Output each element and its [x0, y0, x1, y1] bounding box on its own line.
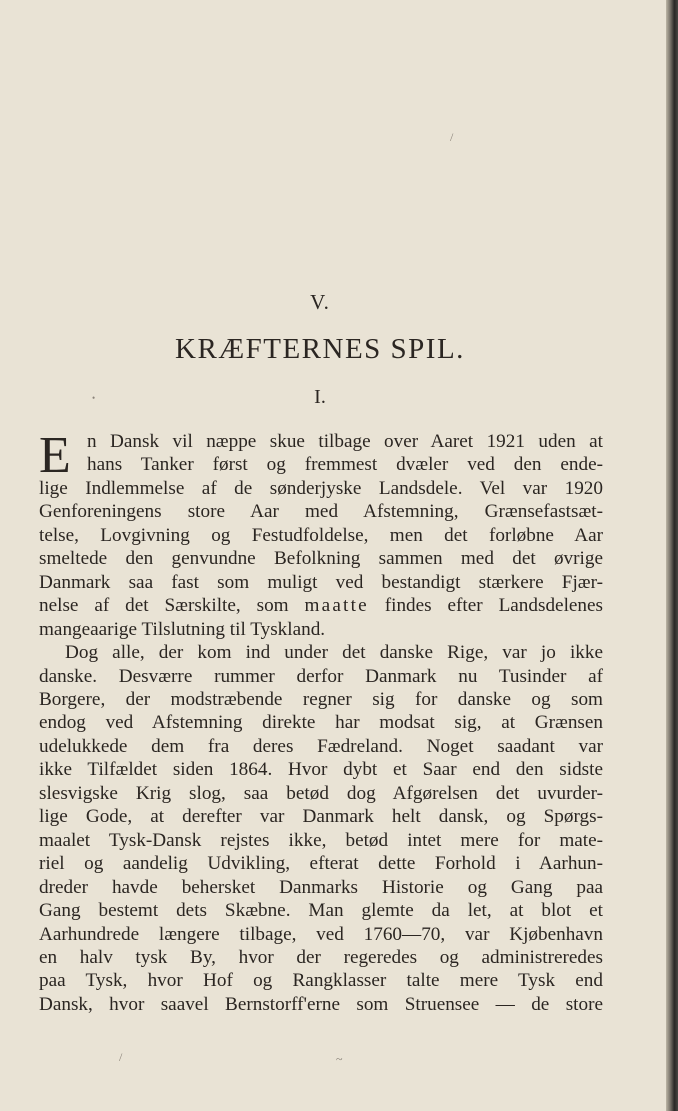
text-fragment: findes efter Landsdelenes [368, 595, 603, 617]
text-line: danske. Desværre rummer derfor Danmark nu Tusinder af [39, 665, 603, 687]
text-line: Dog alle, der kom ind under det danske Rige, var jo ikke [65, 642, 603, 664]
text-line: lige Gode, at derefter var Danmark helt dansk, og Spørgs- [39, 806, 603, 828]
text-line: slesvigske Krig slog, saa betød dog Afgørelsen det uvurder- [39, 782, 603, 804]
book-spine-edge [666, 0, 678, 1111]
chapter-number: V. [310, 290, 330, 314]
paper-speck: / [450, 130, 454, 144]
text-line: Genforeningens store Aar med Afstemning, Grænsefastsæt- [39, 501, 603, 523]
text-line: udelukkede dem fra deres Fædreland. Noget saadant var [39, 735, 603, 757]
spaced-word: maatte [304, 595, 369, 617]
text-line: dreder havde behersket Danmarks Historie og Gang paa [39, 876, 603, 898]
text-line: riel og aandelig Udvikling, efterat dette Forhold i Aarhun- [39, 853, 603, 875]
text-line: Aarhundrede længere tilbage, ved 1760—70, var Kjøbenhavn [39, 923, 603, 945]
text-line: maalet Tysk-Dansk rejstes ikke, betød intet mere for mate- [39, 829, 603, 851]
section-number: I. [314, 386, 326, 408]
text-line: ikke Tilfældet siden 1864. Hvor dybt et Saar end den sidste [39, 759, 603, 781]
text-line: Borgere, der modstræbende regner sig for danske og som [39, 688, 603, 710]
paper-speck: / [119, 1050, 123, 1064]
drop-cap: E [39, 427, 71, 484]
paper-speck: • [92, 393, 96, 403]
text-line-spaced [39, 594, 603, 617]
paper-speck: ~ [336, 1052, 343, 1066]
text-line: Dansk, hvor saavel Bernstorff'erne som Struensee — de store [39, 993, 603, 1015]
text-line: paa Tysk, hvor Hof og Rangklasser talte mere Tysk end [39, 970, 603, 992]
text-line: Danmark saa fast som muligt ved bestandigt stærkere Fjær- [39, 571, 603, 593]
text-line: n Dansk vil næppe skue tilbage over Aaret 1921 uden at [87, 431, 603, 452]
text-line: endog ved Afstemning direkte har modsat sig, at Grænsen [39, 712, 603, 734]
text-line: Gang bestemt dets Skæbne. Man glemte da let, at blot et [39, 900, 603, 922]
text-line: en halv tysk By, hvor der regeredes og administreredes [39, 946, 603, 968]
text-line: hans Tanker først og fremmest dvæler ved den ende- [87, 454, 603, 476]
body-text [39, 427, 603, 1016]
text-line: mangeaarige Tilslutning til Tyskland. [39, 618, 326, 640]
text-line: lige Indlemmelse af de sønderjyske Landsdele. Vel var 1920 [39, 477, 603, 499]
chapter-title: KRÆFTERNES SPIL. [175, 333, 465, 365]
text-line: telse, Lovgivning og Festudfoldelse, men det forløbne Aar [39, 524, 603, 546]
text-line: smeltede den genvundne Befolkning sammen med det øvrige [39, 548, 603, 570]
text-fragment: nelse af det Særskilte, som [39, 595, 305, 617]
